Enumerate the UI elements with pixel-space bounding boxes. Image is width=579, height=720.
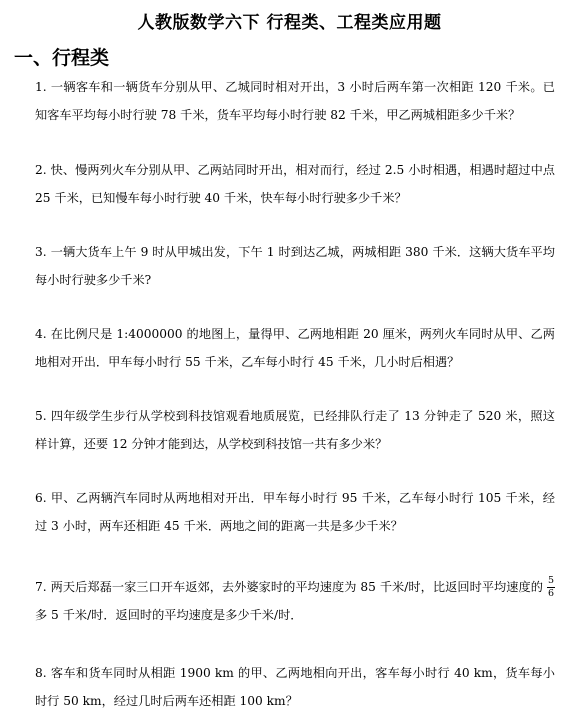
problem-number: 1. [35, 80, 47, 94]
problem-6 [35, 485, 555, 540]
problem-number: 4. [35, 327, 47, 341]
problem-text-before: 两天后郑磊一家三口开车返郊，去外婆家时的平均速度为 85 千米/时，比返回时平均速度的 [50, 580, 543, 594]
problem-4 [35, 321, 555, 376]
problem-number: 7. [35, 580, 47, 594]
fraction [547, 576, 555, 599]
problem-1 [35, 74, 555, 129]
fraction-numerator: 5 [547, 575, 555, 586]
problem-5 [35, 403, 555, 458]
problem-text: 在比例尺是 1:4000000 的地图上，量得甲、乙两地相距 20 厘米，两列火车同时从甲、乙两地相对开出．甲车每小时行 55 千米，乙车每小时行 45 千米，几小时后相遇？ [35, 327, 555, 369]
problem-number: 5. [35, 409, 47, 423]
problem-number: 6. [35, 491, 47, 505]
problem-8 [35, 660, 555, 715]
problem-text: 一辆客车和一辆货车分别从甲、乙城同时相对开出，3 小时后两车第一次相距 120 千米。已知客车平均每小时行驶 78 千米，货车平均每小时行驶 82 千米，甲乙两城相距多少千米？ [35, 80, 555, 122]
problem-number: 8. [35, 666, 47, 680]
problem-text-after: 多 5 千米/时．返回时的平均速度是多少千米/时． [35, 607, 303, 622]
problem-3 [35, 239, 555, 294]
problem-number: 3. [35, 245, 47, 259]
problem-number: 2. [35, 163, 47, 177]
problem-text: 客车和货车同时从相距 1900 km 的甲、乙两地相向开出，客车每小时行 40 km，货车每小时行 50 km，经过几时后两车还相距 100 km？ [35, 666, 555, 708]
page-title: 人教版数学六下 行程类、工程类应用题 [137, 13, 442, 33]
problem-text: 甲、乙两辆汽车同时从两地相对开出．甲车每小时行 95 千米，乙车每小时行 105 千米，经过 3 小时，两车还相距 45 千米．两地之间的距离一共是多少千米？ [35, 491, 555, 533]
problem-text: 一辆大货车上午 9 时从甲城出发，下午 1 时到达乙城，两城相距 380 千米．这辆大货车平均每小时行驶多少千米? [35, 245, 555, 287]
problem-7 [35, 574, 555, 629]
fraction-denominator: 6 [547, 588, 555, 599]
problem-text: 四年级学生步行从学校到科技馆观看地质展览，已经排队行走了 13 分钟走了 520 米，照这样计算，还要 12 分钟才能到达，从学校到科技馆一共有多少米？ [35, 409, 555, 451]
problem-text: 快、慢两列火车分别从甲、乙两站同时开出，相对而行，经过 2.5 小时相遇，相遇时超过中点 25 千米，已知慢车每小时行驶 40 千米，快车每小时行驶多少千米？ [35, 163, 555, 205]
problem-2 [35, 157, 555, 212]
section-heading: 一、行程类 [14, 47, 110, 69]
